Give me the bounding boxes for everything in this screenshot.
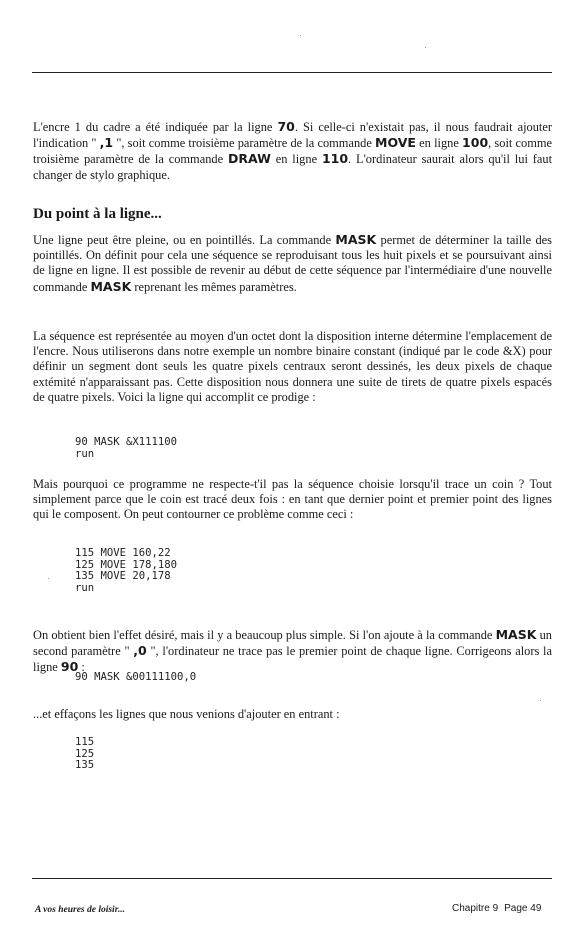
text-run: ", soit comme troisième paramètre de la commande xyxy=(113,136,376,151)
keyword: ,1 xyxy=(99,135,114,151)
top-rule xyxy=(32,72,552,73)
keyword: ,0 xyxy=(133,643,147,659)
code-line: 135 MOVE 20,178 xyxy=(75,570,171,583)
paragraph-mask xyxy=(33,232,552,295)
code-line: 115 xyxy=(75,736,95,748)
footer-book-title: A vos heures de loisir... xyxy=(35,905,125,915)
keyword: 110 xyxy=(321,151,349,167)
code-block-line-numbers xyxy=(75,737,94,772)
scan-speck xyxy=(540,700,541,701)
code-line: 135 xyxy=(75,759,95,772)
paragraph-corner: Mais pourquoi ce programme ne respecte-t'il pas la séquence choisie lorsqu'il trace un coin ? Tout simplement parce que le coin est tracé deux fois : en tant que dernier point et premier point des lignes qui le composent. On peut contourner ce problème comme ceci : xyxy=(33,477,552,522)
text-run: reprenant les mêmes paramètres. xyxy=(131,279,297,294)
scan-speck xyxy=(300,35,301,36)
code-block-move xyxy=(75,548,177,594)
code-block-mask-corrected xyxy=(75,672,196,684)
text-run: en ligne xyxy=(270,152,322,167)
section-heading: Du point à la ligne... xyxy=(33,206,162,222)
keyword: MOVE xyxy=(375,135,416,151)
keyword: 90 xyxy=(60,659,79,675)
keyword: MASK xyxy=(495,627,537,642)
text-run: ", l'ordinateur ne trace pas le premier point de chaque ligne. Corrigeons alors la ligne xyxy=(33,644,552,675)
footer-page-info xyxy=(452,903,547,914)
code-line: run xyxy=(75,581,95,594)
keyword: MASK xyxy=(90,278,132,294)
text-run: un second paramètre " xyxy=(33,628,552,659)
text-run: L'encre 1 du cadre a été indiquée par la ligne xyxy=(33,120,278,134)
bottom-rule xyxy=(32,878,552,879)
paragraph-ink xyxy=(33,119,552,183)
text-run: , soit comme troisième paramètre de la commande xyxy=(33,136,552,167)
footer-chapter: Chapitre 9 xyxy=(452,903,499,914)
code-line: 125 MOVE 178,180 xyxy=(75,558,178,571)
scan-speck xyxy=(425,47,426,48)
scan-speck xyxy=(48,578,49,579)
paragraph-sequence: La séquence est représentée au moyen d'un octet dont la disposition interne détermine l'emplacement de l'encre. Nous utiliserons dans notre exemple un nombre binaire constant (indiqué par le code &X) pour définir un segment dont seuls les quatre pixels centraux seront dessinés, les deux pixels de chaque extémité n'apparaissant pas. Cette disposition nous donnera une suite de tirets de quatre pixels espacés de quatre pixels. Voici la ligne qui accomplit ce prodige : xyxy=(33,329,552,404)
keyword: 70 xyxy=(277,119,295,134)
paragraph-second-param xyxy=(33,627,552,676)
text-run: . L'ordinateur saurait alors qu'il lui faut changer de stylo graphique. xyxy=(33,152,553,182)
keyword: DRAW xyxy=(227,151,271,167)
keyword: MASK xyxy=(335,232,377,247)
code-line: 125 xyxy=(75,747,95,760)
code-line: 90 MASK &X111100 xyxy=(75,436,178,448)
text-run: : xyxy=(78,660,85,675)
code-line: 90 MASK &00111100,0 xyxy=(75,671,197,683)
text-run: . Si celle-ci n'existait pas, il nous faudrait ajouter l'indication " xyxy=(33,120,552,151)
text-run: en ligne xyxy=(415,136,463,151)
text-run: permet de déterminer la taille des pointillés. On définit pour cela une séquence se reproduisant tous les huit pixels et se poursuivant ainsi de ligne en ligne. Il est possible de revenir au début de cette séquence par l'intermédiaire d'une nouvelle commande xyxy=(33,233,552,294)
text-run: On obtient bien l'effet désiré, mais il y a beaucoup plus simple. Si l'on ajoute à la commande xyxy=(33,628,496,642)
code-line: 115 MOVE 160,22 xyxy=(75,547,171,559)
code-block-mask xyxy=(75,437,177,460)
paragraph-erase: ...et effaçons les lignes que nous venions d'ajouter en entrant : xyxy=(33,707,340,721)
code-line: run xyxy=(75,447,95,460)
footer-page-number: Page 49 xyxy=(504,903,542,914)
text-run: Une ligne peut être pleine, ou en pointillés. La commande xyxy=(33,233,336,247)
keyword: 100 xyxy=(462,135,489,151)
